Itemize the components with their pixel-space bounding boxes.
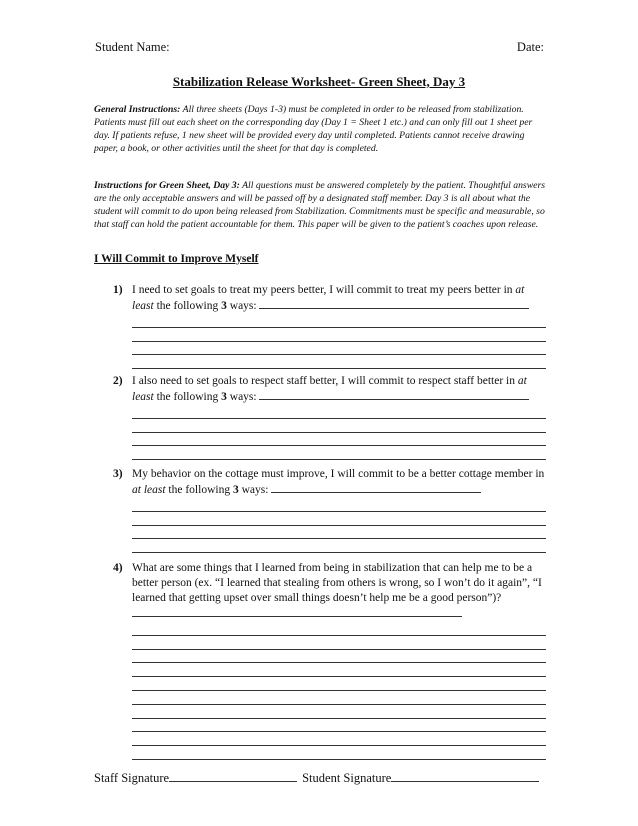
student-name-label: Student Name: [95, 40, 170, 54]
answer-line[interactable] [132, 650, 546, 664]
answer-line[interactable] [132, 314, 546, 328]
answer-line[interactable] [132, 677, 546, 691]
answer-line[interactable] [259, 298, 529, 309]
answer-line[interactable] [132, 498, 546, 512]
answer-line[interactable] [132, 433, 546, 447]
question-text: My behavior on the cottage must improve, I will commit to be a better cottage member in at least the following 3 ways: [132, 468, 545, 496]
question-text: I need to set goals to treat my peers better, I will commit to treat my peers better in at least the following 3 ways: [132, 284, 525, 312]
question-1 [113, 283, 546, 369]
question-number: 3) [113, 468, 123, 480]
answer-line[interactable] [132, 328, 546, 342]
header-row [95, 40, 544, 55]
student-signature-label: Student Signature [302, 771, 392, 785]
student-signature-line[interactable] [391, 771, 539, 782]
answer-line[interactable] [132, 512, 546, 526]
answer-line[interactable] [132, 355, 546, 369]
question-3 [113, 467, 546, 553]
general-instructions-label: General Instructions: [94, 104, 181, 115]
answer-line[interactable] [132, 622, 546, 636]
answer-line[interactable] [132, 732, 546, 746]
staff-signature-line[interactable] [169, 771, 297, 782]
question-text: What are some things that I learned from being in stabilization that can help me to be a better person (ex. “I learned that stealing from others is wrong, so I won’t do it again”, “I learned that getting upset over small things doesn’t help me be a good person”)? [132, 562, 542, 604]
answer-line[interactable] [132, 691, 546, 705]
answer-line[interactable] [132, 419, 546, 433]
question-2 [113, 374, 546, 460]
answer-line[interactable] [132, 636, 546, 650]
question-4 [113, 561, 546, 760]
section-heading: I Will Commit to Improve Myself [94, 253, 259, 265]
question-number: 4) [113, 562, 123, 574]
answer-line[interactable] [132, 342, 546, 356]
green-sheet-instructions-text: All questions must be answered completely by the patient. Thoughtful answers are the only acceptable answers and will be passed off by a designated staff member. Day 3 is all about what the student will commit to do upon being released from Stabilization. Commitments must be specific and measurable, so that staff can hold the patient accountable for them. This paper will be given to the patient’s coaches upon release. [94, 180, 546, 230]
general-instructions [94, 103, 548, 155]
answer-line[interactable] [271, 482, 481, 493]
answer-line[interactable] [132, 526, 546, 540]
answer-line[interactable] [132, 539, 546, 553]
question-number: 1) [113, 284, 123, 296]
answer-lines [132, 314, 546, 369]
answer-line[interactable] [132, 705, 546, 719]
green-sheet-instructions [94, 179, 548, 231]
answer-line[interactable] [132, 606, 462, 617]
green-sheet-instructions-label: Instructions for Green Sheet, Day 3: [94, 180, 240, 191]
answer-line[interactable] [132, 719, 546, 733]
answer-line[interactable] [132, 405, 546, 419]
signature-row [94, 771, 546, 786]
answer-line[interactable] [132, 746, 546, 760]
answer-line[interactable] [132, 663, 546, 677]
answer-lines [132, 498, 546, 553]
question-text: I also need to set goals to respect staff better, I will commit to respect staff better in at least the following 3 ways: [132, 375, 527, 403]
date-label: Date: [516, 40, 544, 54]
question-number: 2) [113, 375, 123, 387]
page-title: Stabilization Release Worksheet- Green Sheet, Day 3 [172, 74, 466, 89]
answer-line[interactable] [132, 446, 546, 460]
answer-lines [132, 405, 546, 460]
answer-lines [132, 622, 546, 760]
general-instructions-text: All three sheets (Days 1-3) must be completed in order to be released from stabilization. Patients must fill out each sheet on the corresponding day (Day 1 = Sheet 1 etc.) and can only fill out 1 sheet per day. If patients refuse, 1 new sheet will be provided every day until completed. Patients cannot receive drawing paper, a book, or other activities until the sheet for that day is completed. [94, 104, 533, 154]
staff-signature-label: Staff Signature [94, 771, 170, 785]
answer-line[interactable] [259, 389, 529, 400]
